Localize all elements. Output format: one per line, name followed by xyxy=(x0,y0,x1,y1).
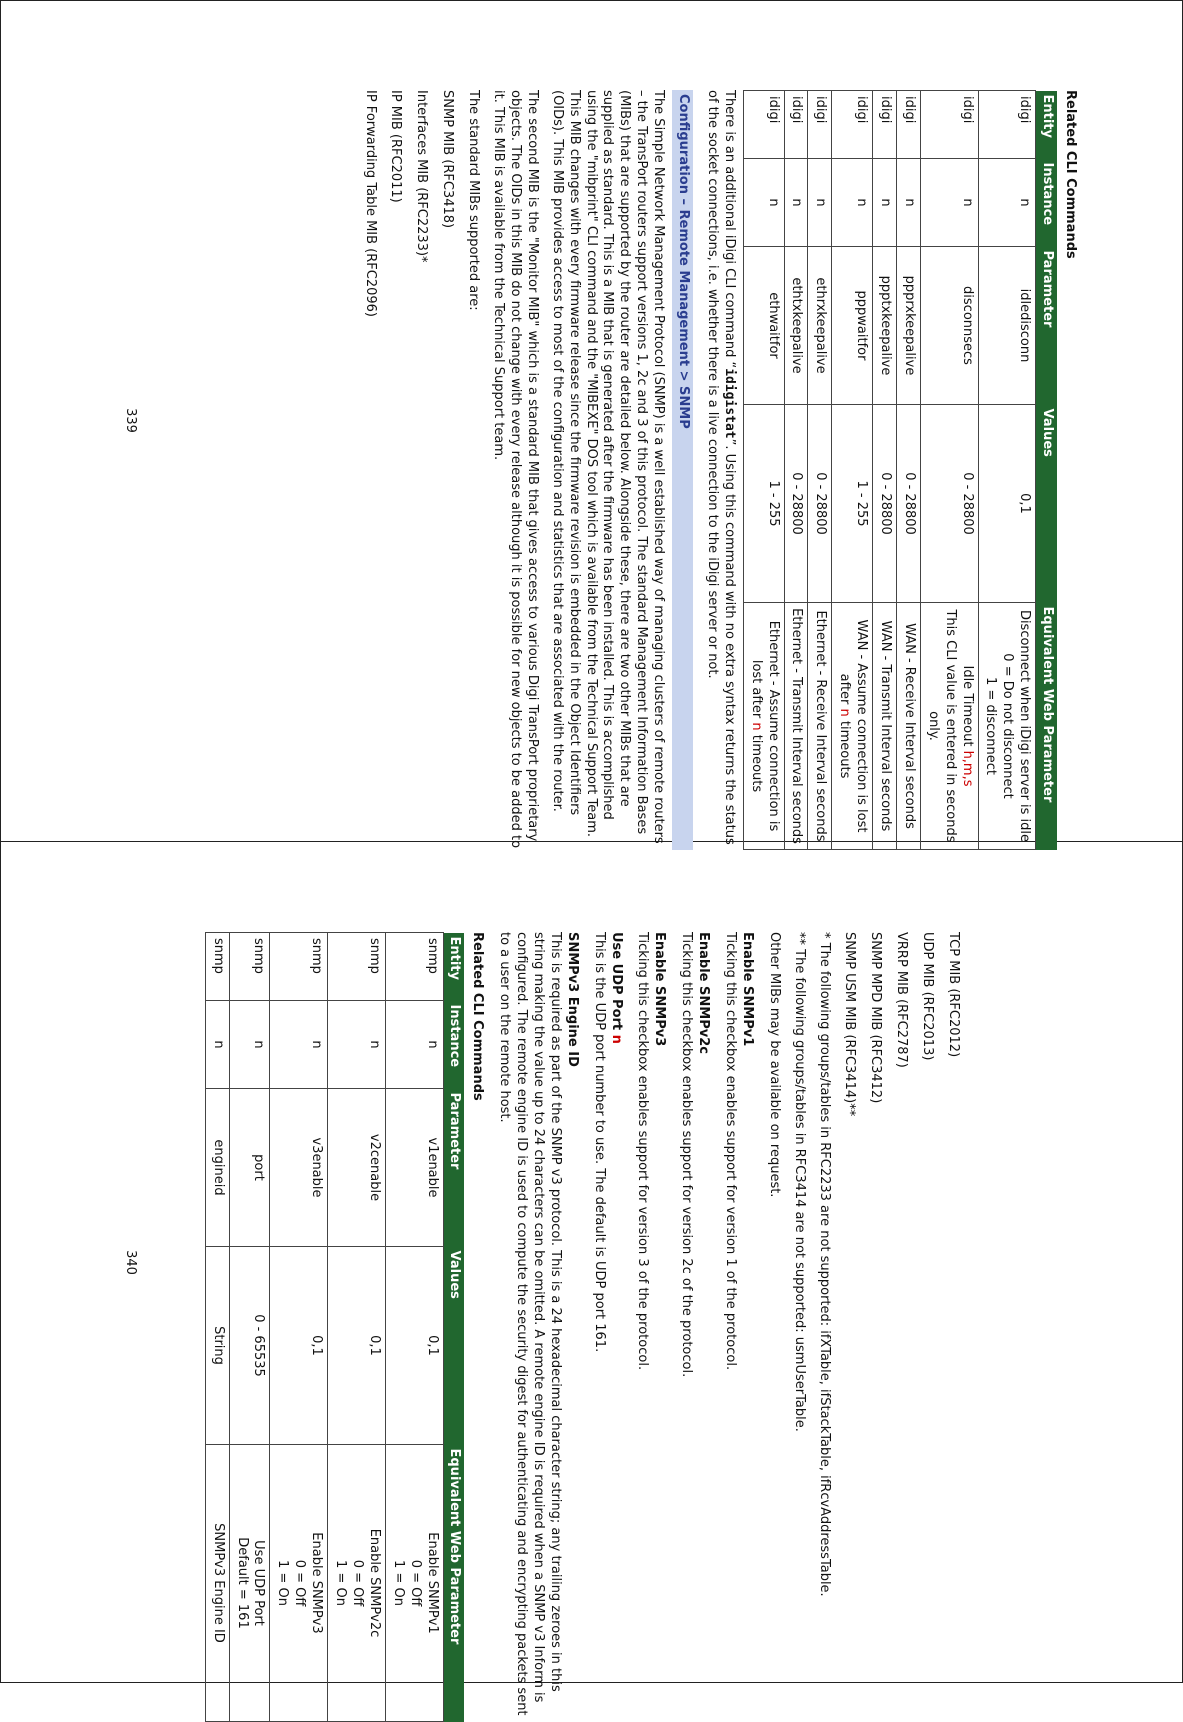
cell-values: 0,1 xyxy=(270,1247,328,1445)
cell-parameter: idledisconn xyxy=(978,247,1036,405)
cell-web xyxy=(229,1445,270,1722)
cell-parameter: ethtxkeepalive xyxy=(784,247,808,405)
cell-web xyxy=(832,603,873,850)
cell-web: WAN - Receive Interval seconds xyxy=(896,603,920,850)
cell-values: 1 - 255 xyxy=(832,405,873,603)
cell-web: Ethernet - Receive Interval seconds xyxy=(808,603,832,850)
table-row xyxy=(229,933,270,1722)
cell-instance: n xyxy=(385,1001,443,1089)
cell-instance: n xyxy=(784,159,808,247)
idigi-cli-table xyxy=(743,90,1057,850)
cell-values: 0,1 xyxy=(385,1247,443,1445)
web-line: Enable SNMPv1 xyxy=(424,1532,440,1634)
cell-entity: snmp xyxy=(229,933,270,1001)
cell-parameter: v1enable xyxy=(385,1089,443,1247)
web-units: h,m,s xyxy=(959,750,975,787)
cell-values: 0,1 xyxy=(978,405,1036,603)
cell-instance: n xyxy=(896,159,920,247)
web-text: Idle Timeout xyxy=(959,665,975,751)
col-parameter: Parameter xyxy=(443,1089,464,1247)
cell-instance: n xyxy=(832,159,873,247)
web-line: 0 = Off xyxy=(407,1559,423,1607)
snmp-paragraph-1: The Simple Network Management Protocol (SNMP) is a well established way of managing clusters of remote routers – the TransPort routers support versions 1, 2c and 3 of this protocol. The standard Management Information Bases (MIBs) that are supported by the router are detailed below. Alongside these, there are two other MIBs that are supplied as standard. This is a MIB that is generated after the firmware has been installed. This is accomplished using the "mibprint" CLI command and the "MIBEXE" DOS tool which is available from the Technical Support Team. This MIB changes with every firmware release since the firmware revision is embedded in the Object Identifiers (OIDs). This MIB provides access to most of the configuration and statistics that are associated with the router. xyxy=(549,90,667,844)
cell-instance: n xyxy=(743,159,784,247)
table-row xyxy=(873,91,897,850)
web-text: timeouts xyxy=(837,716,853,779)
col-instance: Instance xyxy=(443,1001,464,1089)
cell-web xyxy=(920,603,978,850)
table-header-row xyxy=(1036,91,1057,850)
web-text: Ethernet - Assume connection is lost after xyxy=(748,620,781,832)
table-row xyxy=(205,933,229,1722)
cell-web xyxy=(743,603,784,850)
cell-values: String xyxy=(205,1247,229,1445)
web-line: 1 = On xyxy=(333,1560,349,1606)
col-parameter: Parameter xyxy=(1036,247,1057,405)
snmp-paragraph-2: The second MIB is the "Monitor MIB" which is a standard MIB that gives access to various Digi TransPort proprietary objects. The OIDs in this MIB do not change with every release although it is possible for new objects to be added to it. This MIB is available from the Technical Support team. xyxy=(491,90,540,849)
web-line: 0 = Off xyxy=(349,1559,365,1607)
col-web-parameter: Equivalent Web Parameter xyxy=(443,1445,464,1722)
cell-values: 0 - 28800 xyxy=(920,405,978,603)
web-line: 0 = Off xyxy=(292,1559,308,1607)
cell-values: 0 - 28800 xyxy=(873,405,897,603)
table-row xyxy=(385,933,443,1722)
cell-web: WAN - Transmit Interval seconds xyxy=(873,603,897,850)
cell-instance: n xyxy=(328,1001,386,1089)
cell-parameter: ppprxkeepalive xyxy=(896,247,920,405)
cell-instance: n xyxy=(920,159,978,247)
snmpv2c-text: Ticking this checkbox enables support for version 2c of the protocol. xyxy=(679,932,695,1378)
udp-heading-text: Use UDP Port xyxy=(608,932,624,1035)
cell-entity: idigi xyxy=(743,91,784,159)
web-n: n xyxy=(837,708,853,717)
mibs-intro: The standard MIBs supported are: xyxy=(466,90,482,311)
list-item: SNMP MPD MIB (RFC3412) xyxy=(868,932,884,1104)
snmpv3-text: Ticking this checkbox enables support for version 3 of the protocol. xyxy=(635,932,651,1371)
list-item: IP MIB (RFC2011) xyxy=(388,90,404,203)
cell-parameter: disconnsecs xyxy=(920,247,978,405)
web-line: 1 = disconnect xyxy=(983,677,999,775)
col-instance: Instance xyxy=(1036,159,1057,247)
mib-list xyxy=(841,932,961,1722)
cell-parameter: ethrxkeepalive xyxy=(808,247,832,405)
table-row xyxy=(328,933,386,1722)
note-command: idigistat xyxy=(721,368,737,439)
web-line: SNMPv3 Engine ID xyxy=(210,1523,226,1643)
cell-entity: idigi xyxy=(896,91,920,159)
cell-parameter: v3enable xyxy=(270,1089,328,1247)
cell-parameter: engineid xyxy=(205,1089,229,1247)
web-line: Use UDP Port xyxy=(251,1540,267,1626)
list-item: VRRP MIB (RFC2787) xyxy=(894,932,910,1068)
col-values: Values xyxy=(443,1247,464,1445)
cell-values: 0 - 65535 xyxy=(229,1247,270,1445)
list-item: UDP MIB (RFC2013) xyxy=(920,932,936,1061)
cell-parameter: port xyxy=(229,1089,270,1247)
web-line: This CLI value is entered in seconds only. xyxy=(925,609,958,843)
cell-entity: snmp xyxy=(205,933,229,1001)
page-339 xyxy=(0,0,1183,849)
cell-entity: snmp xyxy=(328,933,386,1001)
cell-parameter: ethwaitfor xyxy=(743,247,784,405)
col-web-parameter: Equivalent Web Parameter xyxy=(1036,603,1057,850)
list-item: SNMP MIB (RFC3418) xyxy=(440,90,456,229)
cell-values: 0,1 xyxy=(328,1247,386,1445)
page-340 xyxy=(0,842,1183,1716)
cell-instance: n xyxy=(205,1001,229,1089)
web-line: Default = 161 xyxy=(234,1537,250,1629)
web-line xyxy=(958,608,975,844)
snmpv1-heading: Enable SNMPv1 xyxy=(739,932,755,1047)
cell-parameter: ppptxkeepalive xyxy=(873,247,897,405)
udp-port-heading xyxy=(607,932,624,1722)
col-values: Values xyxy=(1036,405,1057,603)
table-row xyxy=(896,91,920,850)
cell-values: 1 - 255 xyxy=(743,405,784,603)
cell-instance: n xyxy=(808,159,832,247)
table-row xyxy=(808,91,832,850)
list-item: Interfaces MIB (RFC2233)* xyxy=(414,90,430,263)
list-item: TCP MIB (RFC2012) xyxy=(946,932,961,1058)
table-row xyxy=(270,933,328,1722)
related-cli-heading: Related CLI Commands xyxy=(470,932,486,1101)
page-number: 339 xyxy=(123,408,138,433)
table-row xyxy=(978,91,1036,850)
cell-web xyxy=(205,1445,229,1722)
udp-heading-n: n xyxy=(608,1034,624,1044)
web-text: timeouts xyxy=(748,730,764,793)
idigistat-note xyxy=(703,90,737,850)
table-row xyxy=(832,91,873,850)
cell-entity: idigi xyxy=(920,91,978,159)
cell-entity: idigi xyxy=(784,91,808,159)
note-text: There is an additional iDigi CLI command “ xyxy=(721,90,737,369)
cell-entity: idigi xyxy=(808,91,832,159)
table-row xyxy=(743,91,784,850)
footnote-rfc3414: ** The following groups/tables in RFC3414 are not supported: usmUserTable. xyxy=(791,932,807,1432)
snmpv3-heading: Enable SNMPv3 xyxy=(652,932,668,1047)
cell-web xyxy=(385,1445,443,1722)
web-line: 1 = On xyxy=(275,1560,291,1606)
udp-port-text: This is the UDP port number to use. The default is UDP port 161. xyxy=(591,932,607,1353)
snmp-cli-table xyxy=(205,932,465,1722)
engine-id-heading: SNMPv3 Engine ID xyxy=(564,932,580,1067)
snmpv1-text: Ticking this checkbox enables support for version 1 of the protocol. xyxy=(722,932,738,1371)
note-text: ”. Using this command with no extra syntax returns the status of the socket connections, i.e. whether there is a live connection to the iDigi server or not. xyxy=(704,90,737,845)
cell-entity: snmp xyxy=(385,933,443,1001)
page-number: 340 xyxy=(123,1250,138,1275)
cell-instance: n xyxy=(978,159,1036,247)
web-line: Disconnect when iDigi server is idle xyxy=(1017,609,1033,843)
cell-entity: idigi xyxy=(978,91,1036,159)
web-line: 1 = On xyxy=(390,1560,406,1606)
cell-instance: n xyxy=(229,1001,270,1089)
cell-parameter: v2cenable xyxy=(328,1089,386,1247)
cell-instance: n xyxy=(270,1001,328,1089)
related-cli-heading: Related CLI Commands xyxy=(1063,90,1078,259)
cell-entity: idigi xyxy=(873,91,897,159)
section-heading-snmp: Configuration – Remote Management > SNMP xyxy=(672,90,693,850)
web-text: WAN - Assume connection is lost after xyxy=(837,619,870,833)
list-item: SNMP USM MIB (RFC3414)** xyxy=(842,932,858,1117)
page-339-content xyxy=(352,90,1088,850)
web-line: Enable SNMPv2c xyxy=(366,1528,382,1638)
web-line: Enable SNMPv3 xyxy=(309,1532,325,1634)
snmpv2c-heading: Enable SNMPv2c xyxy=(696,932,712,1054)
mib-list xyxy=(361,90,481,850)
cell-instance: n xyxy=(873,159,897,247)
cell-web xyxy=(328,1445,386,1722)
table-row xyxy=(784,91,808,850)
table-header-row xyxy=(443,933,464,1722)
col-entity: Entity xyxy=(443,933,464,1001)
table-row xyxy=(920,91,978,850)
cell-entity: snmp xyxy=(270,933,328,1001)
footnote-rfc2233: * The following groups/tables in RFC2233 are not supported: ifXTable, ifStackTable, ifRcvAddressTable. xyxy=(816,932,832,1597)
other-mibs-note: Other MIBs may be available on request. xyxy=(766,932,782,1198)
cell-web xyxy=(978,603,1036,850)
cell-entity: idigi xyxy=(832,91,873,159)
cell-values: 0 - 28800 xyxy=(896,405,920,603)
cell-values: 0 - 28800 xyxy=(808,405,832,603)
page-340-content xyxy=(199,932,961,1722)
web-n: n xyxy=(748,722,764,731)
cell-web xyxy=(270,1445,328,1722)
col-entity: Entity xyxy=(1036,91,1057,159)
web-line: 0 = Do not disconnect xyxy=(1000,653,1016,799)
engine-id-text: This is required as part of the SNMP v3 protocol. This is a 24 hexadecimal character string; any trailing zeroes in this string making the value up to 24 characters can be omitted. A remote engine ID is required when a SNMP v3 Inform is configured. The remote engine ID is used to compute the security digest for authenticating and encrypting packets sent to a user on the remote host. xyxy=(497,932,563,1716)
cell-values: 0 - 28800 xyxy=(784,405,808,603)
cell-web: Ethernet - Transmit Interval seconds xyxy=(784,603,808,850)
cell-parameter: pppwaitfor xyxy=(832,247,873,405)
list-item: IP Forwarding Table MIB (RFC2096) xyxy=(362,90,378,317)
